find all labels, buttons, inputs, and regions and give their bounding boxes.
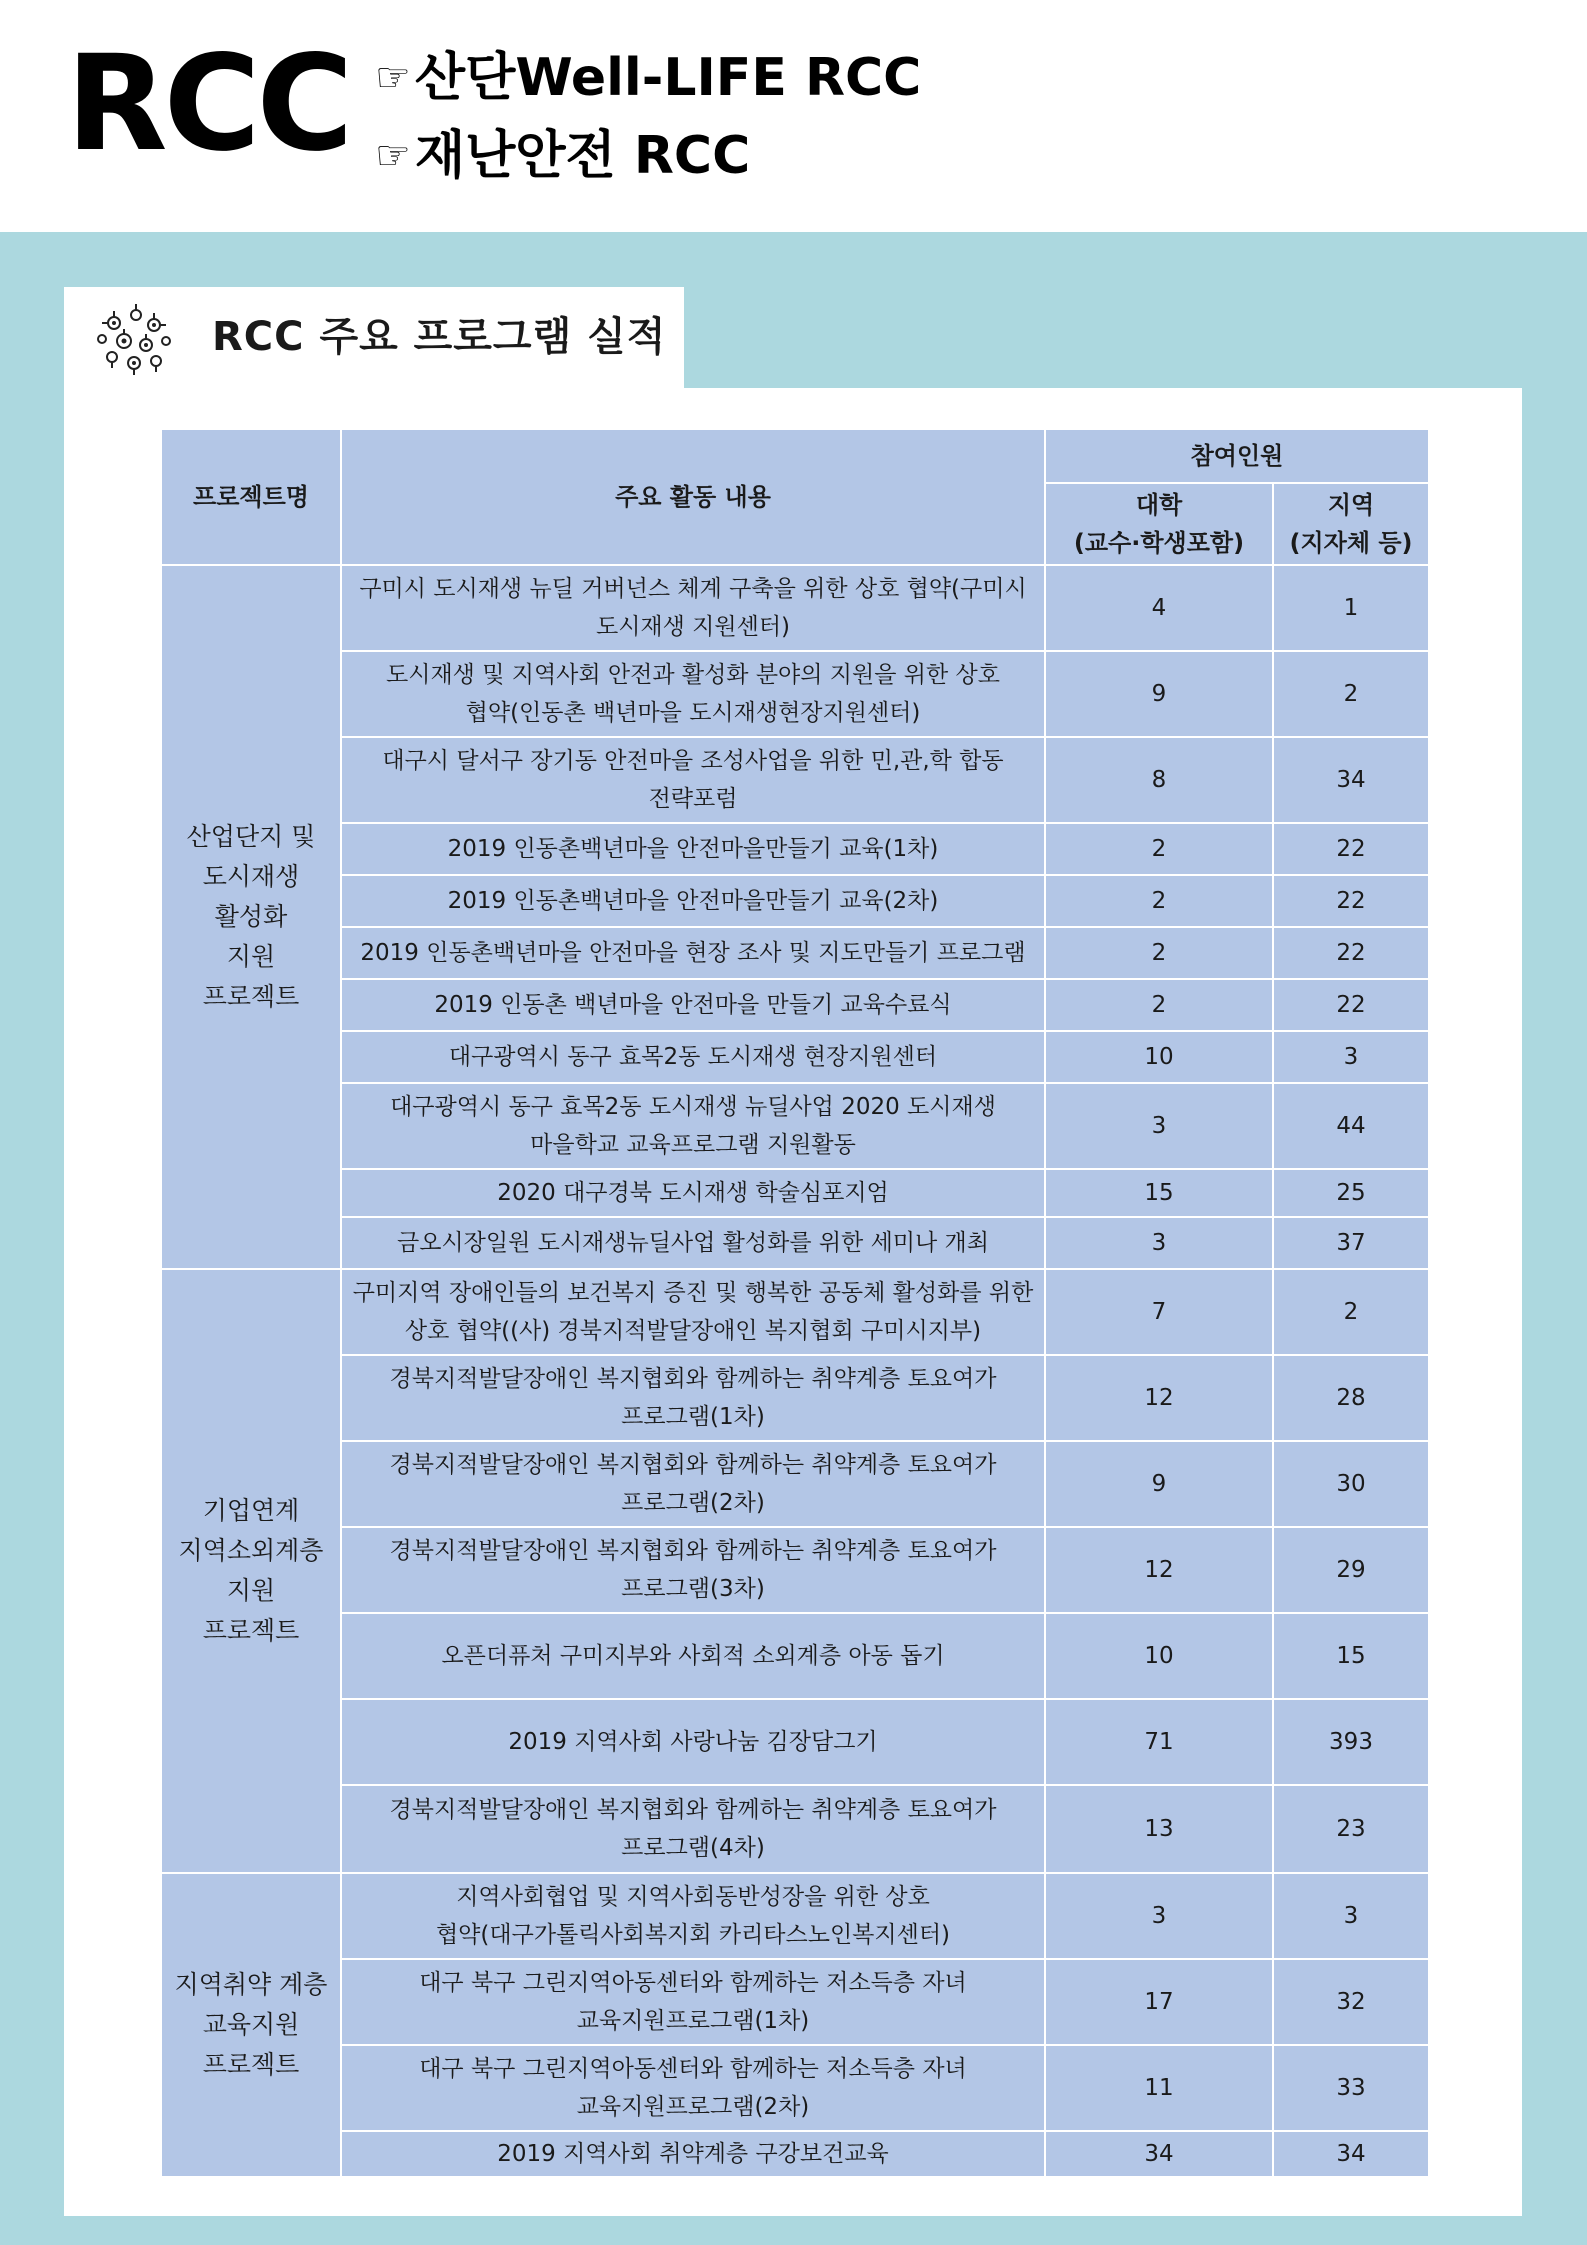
university-count-cell: 10 bbox=[1045, 1031, 1273, 1083]
activity-cell bbox=[341, 1031, 1045, 1083]
university-count-cell: 4 bbox=[1045, 565, 1273, 651]
table-row bbox=[161, 1031, 1429, 1083]
university-count-cell: 2 bbox=[1045, 927, 1273, 979]
activity-line: 2019 지역사회 사랑나눔 김장담그기 bbox=[508, 1729, 878, 1755]
university-count-cell: 9 bbox=[1045, 1441, 1273, 1527]
activity-cell bbox=[341, 1083, 1045, 1169]
activity-line: 전략포럼 bbox=[648, 786, 738, 812]
page-header bbox=[0, 0, 1587, 232]
university-count-cell: 2 bbox=[1045, 979, 1273, 1031]
region-count-cell: 25 bbox=[1273, 1169, 1429, 1217]
region-count-cell: 28 bbox=[1273, 1355, 1429, 1441]
project-name-line: 활성화 bbox=[214, 902, 288, 931]
activity-line: 경북지적발달장애인 복지협회와 함께하는 취약계층 토요여가 bbox=[389, 1538, 997, 1564]
table-row bbox=[161, 1959, 1429, 2045]
region-count-cell: 15 bbox=[1273, 1613, 1429, 1699]
activity-cell bbox=[341, 1785, 1045, 1873]
activity-cell bbox=[341, 737, 1045, 823]
activity-line: 대구광역시 동구 효목2동 도시재생 현장지원센터 bbox=[448, 1044, 938, 1070]
university-count-cell: 13 bbox=[1045, 1785, 1273, 1873]
activity-line: 대구 북구 그린지역아동센터와 함께하는 저소득층 자녀 bbox=[419, 2056, 967, 2082]
table-row bbox=[161, 651, 1429, 737]
region-count-cell: 32 bbox=[1273, 1959, 1429, 2045]
activity-cell bbox=[341, 2131, 1045, 2177]
university-count-cell: 34 bbox=[1045, 2131, 1273, 2177]
activity-line: 도시재생 지원센터) bbox=[595, 614, 791, 640]
activity-line: 대구시 달서구 장기동 안전마을 조성사업을 위한 민,관,학 합동 bbox=[382, 748, 1004, 774]
table-row bbox=[161, 1441, 1429, 1527]
project-name-line: 지원 bbox=[226, 942, 276, 971]
project-name-cell bbox=[161, 1873, 341, 2177]
table-row bbox=[161, 1527, 1429, 1613]
activity-cell bbox=[341, 875, 1045, 927]
activity-line: 대구광역시 동구 효목2동 도시재생 뉴딜사업 2020 도시재생 bbox=[390, 1094, 996, 1120]
table-row bbox=[161, 1269, 1429, 1355]
header-region bbox=[1273, 483, 1429, 565]
program-table bbox=[160, 428, 1430, 2178]
university-count-cell: 8 bbox=[1045, 737, 1273, 823]
activity-cell bbox=[341, 823, 1045, 875]
activity-cell bbox=[341, 1613, 1045, 1699]
activity-cell bbox=[341, 1355, 1045, 1441]
project-name-line: 산업단지 및 bbox=[186, 822, 316, 851]
activity-line: 경북지적발달장애인 복지협회와 함께하는 취약계층 토요여가 bbox=[389, 1366, 997, 1392]
project-name-line: 지역취약 계층 bbox=[174, 1970, 328, 1999]
activity-cell bbox=[341, 927, 1045, 979]
university-count-cell: 3 bbox=[1045, 1083, 1273, 1169]
university-count-cell: 2 bbox=[1045, 823, 1273, 875]
activity-cell bbox=[341, 1873, 1045, 1959]
region-count-cell: 29 bbox=[1273, 1527, 1429, 1613]
activity-cell bbox=[341, 1269, 1045, 1355]
activity-line: 협약(대구가톨릭사회복지회 카리타스노인복지센터) bbox=[435, 1922, 951, 1948]
university-count-cell: 3 bbox=[1045, 1873, 1273, 1959]
activity-line: 2020 대구경북 도시재생 학술심포지엄 bbox=[497, 1180, 889, 1206]
activity-line: 프로그램(4차) bbox=[621, 1835, 765, 1861]
activity-line: 교육지원프로그램(2차) bbox=[576, 2094, 810, 2120]
activity-line: 금오시장일원 도시재생뉴딜사업 활성화를 위한 세미나 개최 bbox=[396, 1230, 989, 1256]
activity-line: 구미시 도시재생 뉴딜 거버넌스 체계 구축을 위한 상호 협약(구미시 bbox=[359, 576, 1027, 602]
subtitle-line-1-text: 산단Well-LIFE RCC bbox=[414, 48, 922, 108]
activity-line: 프로그램(2차) bbox=[621, 1490, 765, 1516]
activity-line: 프로그램(3차) bbox=[621, 1576, 765, 1602]
table-row bbox=[161, 737, 1429, 823]
activity-cell bbox=[341, 1169, 1045, 1217]
content-card bbox=[64, 388, 1522, 2216]
activity-line: 대구 북구 그린지역아동센터와 함께하는 저소득층 자녀 bbox=[419, 1970, 967, 1996]
project-name-line: 기업연계 bbox=[202, 1496, 300, 1525]
university-count-cell: 2 bbox=[1045, 875, 1273, 927]
table-row bbox=[161, 1613, 1429, 1699]
activity-line: 2019 인동촌 백년마을 안전마을 만들기 교육수료식 bbox=[434, 992, 952, 1018]
table-row bbox=[161, 1873, 1429, 1959]
activity-cell bbox=[341, 1699, 1045, 1785]
activity-cell bbox=[341, 979, 1045, 1031]
university-count-cell: 9 bbox=[1045, 651, 1273, 737]
activity-cell bbox=[341, 1959, 1045, 2045]
project-name-line: 프로젝트 bbox=[202, 2050, 300, 2079]
region-count-cell: 44 bbox=[1273, 1083, 1429, 1169]
activity-line: 2019 인동촌백년마을 안전마을만들기 교육(2차) bbox=[447, 888, 939, 914]
subtitle-line-2-text: 재난안전 RCC bbox=[414, 126, 751, 186]
activity-line: 2019 인동촌백년마을 안전마을만들기 교육(1차) bbox=[447, 836, 939, 862]
university-count-cell: 71 bbox=[1045, 1699, 1273, 1785]
project-name-line: 지역소외계층 bbox=[178, 1536, 324, 1565]
rcc-title: RCC bbox=[66, 27, 350, 181]
table-row bbox=[161, 1355, 1429, 1441]
activity-line: 지역사회협업 및 지역사회동반성장을 위한 상호 bbox=[456, 1884, 930, 1910]
activity-cell bbox=[341, 1441, 1045, 1527]
region-count-cell: 2 bbox=[1273, 1269, 1429, 1355]
table-row bbox=[161, 1699, 1429, 1785]
region-count-cell: 37 bbox=[1273, 1217, 1429, 1269]
project-name-line: 프로젝트 bbox=[202, 1616, 300, 1645]
project-name-line: 지원 bbox=[226, 1576, 276, 1605]
header-region-label: 지역 bbox=[1327, 491, 1375, 519]
table-row bbox=[161, 927, 1429, 979]
table-row bbox=[161, 1785, 1429, 1873]
activity-line: 마을학교 교육프로그램 지원활동 bbox=[530, 1132, 856, 1158]
region-count-cell: 22 bbox=[1273, 979, 1429, 1031]
header-activity: 주요 활동 내용 bbox=[341, 429, 1045, 565]
header-row bbox=[161, 429, 1429, 483]
university-count-cell: 7 bbox=[1045, 1269, 1273, 1355]
table-row bbox=[161, 2045, 1429, 2131]
activity-line: 2019 지역사회 취약계층 구강보건교육 bbox=[497, 2141, 889, 2167]
region-count-cell: 22 bbox=[1273, 875, 1429, 927]
activity-line: 경북지적발달장애인 복지협회와 함께하는 취약계층 토요여가 bbox=[389, 1797, 997, 1823]
region-count-cell: 22 bbox=[1273, 927, 1429, 979]
university-count-cell: 3 bbox=[1045, 1217, 1273, 1269]
university-count-cell: 11 bbox=[1045, 2045, 1273, 2131]
region-count-cell: 1 bbox=[1273, 565, 1429, 651]
pointing-hand-icon: ☞ bbox=[375, 133, 411, 179]
table-row bbox=[161, 565, 1429, 651]
university-count-cell: 15 bbox=[1045, 1169, 1273, 1217]
activity-cell bbox=[341, 565, 1045, 651]
university-count-cell: 12 bbox=[1045, 1527, 1273, 1613]
activity-line: 2019 인동촌백년마을 안전마을 현장 조사 및 지도만들기 프로그램 bbox=[360, 940, 1026, 966]
project-name-cell bbox=[161, 1269, 341, 1873]
region-count-cell: 3 bbox=[1273, 1873, 1429, 1959]
header-region-note: (지자체 등) bbox=[1289, 529, 1413, 557]
activity-line: 상호 협약((사) 경북지적발달장애인 복지협회 구미시지부) bbox=[404, 1318, 982, 1344]
project-name-cell bbox=[161, 565, 341, 1269]
university-count-cell: 10 bbox=[1045, 1613, 1273, 1699]
region-count-cell: 30 bbox=[1273, 1441, 1429, 1527]
activity-cell bbox=[341, 2045, 1045, 2131]
project-name-line: 교육지원 bbox=[202, 2010, 300, 2039]
table-row bbox=[161, 979, 1429, 1031]
region-count-cell: 34 bbox=[1273, 2131, 1429, 2177]
header-project: 프로젝트명 bbox=[161, 429, 341, 565]
region-count-cell: 33 bbox=[1273, 2045, 1429, 2131]
table-row bbox=[161, 875, 1429, 927]
project-name-line: 프로젝트 bbox=[202, 982, 300, 1011]
section-tab bbox=[64, 287, 684, 389]
activity-line: 경북지적발달장애인 복지협회와 함께하는 취약계층 토요여가 bbox=[389, 1452, 997, 1478]
subtitle-line-1 bbox=[375, 48, 922, 108]
activity-cell bbox=[341, 651, 1045, 737]
activity-line: 오픈더퓨처 구미지부와 사회적 소외계층 아동 돕기 bbox=[441, 1643, 945, 1669]
table-row bbox=[161, 1169, 1429, 1217]
activity-cell bbox=[341, 1217, 1045, 1269]
region-count-cell: 3 bbox=[1273, 1031, 1429, 1083]
project-name-line: 도시재생 bbox=[202, 862, 300, 891]
header-participants: 참여인원 bbox=[1045, 429, 1429, 483]
activity-cell bbox=[341, 1527, 1045, 1613]
table-row bbox=[161, 2131, 1429, 2177]
region-count-cell: 34 bbox=[1273, 737, 1429, 823]
activity-line: 구미지역 장애인들의 보건복지 증진 및 행복한 공동체 활성화를 위한 bbox=[352, 1280, 1034, 1306]
region-count-cell: 23 bbox=[1273, 1785, 1429, 1873]
header-university bbox=[1045, 483, 1273, 565]
pointing-hand-icon: ☞ bbox=[375, 55, 411, 101]
university-count-cell: 12 bbox=[1045, 1355, 1273, 1441]
section-title: RCC 주요 프로그램 실적 bbox=[212, 314, 667, 360]
region-count-cell: 393 bbox=[1273, 1699, 1429, 1785]
university-count-cell: 17 bbox=[1045, 1959, 1273, 2045]
activity-line: 도시재생 및 지역사회 안전과 활성화 분야의 지원을 위한 상호 bbox=[386, 662, 1000, 688]
activity-line: 프로그램(1차) bbox=[621, 1404, 765, 1430]
table-row bbox=[161, 1083, 1429, 1169]
region-count-cell: 2 bbox=[1273, 651, 1429, 737]
subtitle-line-2 bbox=[375, 126, 751, 186]
activity-line: 교육지원프로그램(1차) bbox=[576, 2008, 810, 2034]
table-row bbox=[161, 1217, 1429, 1269]
region-count-cell: 22 bbox=[1273, 823, 1429, 875]
virus-icon bbox=[94, 301, 174, 379]
table-row bbox=[161, 823, 1429, 875]
activity-line: 협약(인동촌 백년마을 도시재생현장지원센터) bbox=[465, 700, 921, 726]
header-university-note: (교수·학생포함) bbox=[1073, 529, 1245, 557]
header-university-label: 대학 bbox=[1135, 491, 1183, 519]
